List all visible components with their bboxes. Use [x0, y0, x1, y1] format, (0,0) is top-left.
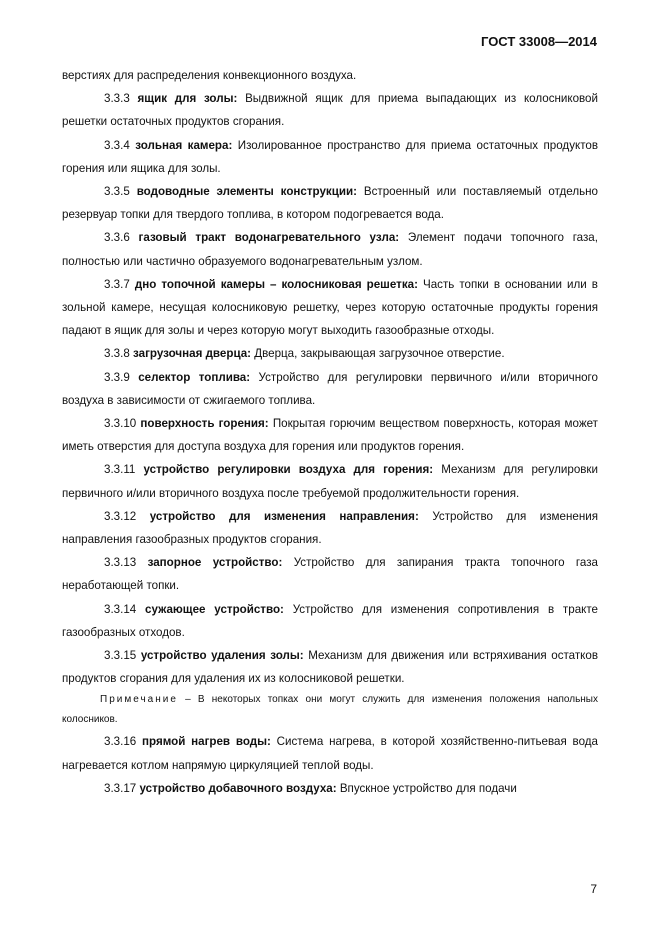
term-definition: Выдвижной ящик для приема выпадающих из колосниковой решетки остаточных продуктов сгорания.: [62, 92, 598, 129]
term-number: 3.3.8: [104, 347, 130, 361]
term-definition: Устройство для регулировки первичного и/или вторичного воздуха в зависимости от сжигаемого топлива.: [62, 370, 598, 407]
term-name: устройство добавочного воздуха:: [139, 781, 337, 795]
term-definition: Элемент подачи топочного газа, полностью или частично образуемого водонагревательным узлом.: [62, 231, 598, 268]
term-number: 3.3.13: [104, 556, 137, 570]
term-definition: Механизм для регулировки первичного и/или вторичного воздуха после требуемой продолжительности горения.: [62, 463, 598, 500]
term-name: устройство регулировки воздуха для горения:: [143, 463, 434, 477]
term-number: 3.3.4: [104, 138, 130, 152]
term-entry: [62, 598, 598, 644]
continuation-text: верстиях для распределения конвекционного воздуха.: [62, 69, 357, 82]
term-name: сужающее устройство:: [145, 602, 284, 616]
term-definition: Встроенный или поставляемый отдельно резервуар топки для твердого топлива, в котором подогревается вода.: [62, 185, 598, 222]
term-definition: Устройство для изменения направления газообразных продуктов сгорания.: [62, 509, 598, 547]
term-name: зольная камера:: [135, 138, 233, 152]
term-number: 3.3.14: [104, 602, 137, 616]
term-number: 3.3.16: [104, 735, 137, 749]
document-code-header: ГОСТ 33008—2014: [481, 34, 597, 49]
note-text: – В некоторых топках они могут служить для изменения положения напольных колосников.: [62, 694, 598, 726]
term-entry: [62, 412, 598, 458]
term-definition: Механизм для движения или встряхивания остатков продуктов сгорания для удаления их из колосниковой решетки.: [62, 649, 598, 686]
term-number: 3.3.3: [104, 92, 130, 106]
term-entry: [62, 644, 598, 690]
term-name: прямой нагрев воды:: [142, 735, 271, 749]
term-name: ящик для золы:: [137, 92, 238, 106]
term-entry: [62, 87, 598, 133]
term-name: водоводные элементы конструкции:: [136, 185, 357, 199]
term-number: 3.3.15: [104, 649, 137, 663]
page-number: 7: [590, 882, 597, 896]
term-definition: Устройство для изменения сопротивления в тракте газообразных отходов.: [62, 602, 598, 639]
document-body: [62, 64, 598, 800]
term-number: 3.3.5: [104, 185, 130, 199]
term-name: селектор топлива:: [138, 370, 251, 384]
term-definition: Изолированное пространство для приема остаточных продуктов горения или ящика для золы.: [62, 138, 598, 175]
term-name: устройство для изменения направления:: [149, 509, 419, 523]
term-name: поверхность горения:: [140, 417, 269, 431]
term-name: устройство удаления золы:: [140, 649, 304, 663]
term-entry: [62, 342, 598, 365]
term-name: запорное устройство:: [147, 556, 283, 570]
term-definition: Дверца, закрывающая загрузочное отверстие.: [254, 347, 505, 361]
note-label: Примечание: [100, 694, 178, 706]
term-number: 3.3.17: [104, 781, 137, 795]
term-name: газовый тракт водонагревательного узла:: [138, 231, 400, 245]
term-number: 3.3.9: [104, 370, 130, 384]
term-number: 3.3.7: [104, 277, 130, 291]
term-entry: [62, 551, 598, 597]
term-entry: [62, 730, 598, 776]
term-number: 3.3.11: [104, 463, 136, 477]
term-entry: [62, 180, 598, 226]
term-name: загрузочная дверца:: [133, 347, 252, 361]
note: [62, 690, 598, 730]
term-definition: Устройство для запирания тракта топочного газа неработающей топки.: [62, 556, 598, 593]
term-entry: [62, 458, 598, 504]
term-entry: [62, 273, 598, 343]
term-definition: Система нагрева, в которой хозяйственно-питьевая вода нагревается котлом напрямую циркуляцией теплой воды.: [62, 735, 598, 772]
term-definition: Впускное устройство для подачи: [339, 781, 517, 795]
term-entry: [62, 366, 598, 412]
term-entry: [62, 226, 598, 272]
term-definition: Покрытая горючим веществом поверхность, которая может иметь отверстия для доступа воздуха для горения или продуктов горения.: [62, 417, 598, 454]
term-entry: [62, 134, 598, 180]
term-entry: [62, 777, 598, 800]
term-name: дно топочной камеры – колосниковая решетка:: [134, 277, 418, 291]
term-number: 3.3.6: [104, 231, 130, 245]
term-entry: [62, 505, 598, 551]
term-number: 3.3.12: [104, 509, 137, 523]
term-number: 3.3.10: [104, 417, 137, 431]
term-definition: Часть топки в основании или в зольной камере, несущая колосниковую решетку, через которую остаточные продукты горения падают в ящик для золы и через которую могут выходить газообразные отходы.: [62, 277, 598, 338]
